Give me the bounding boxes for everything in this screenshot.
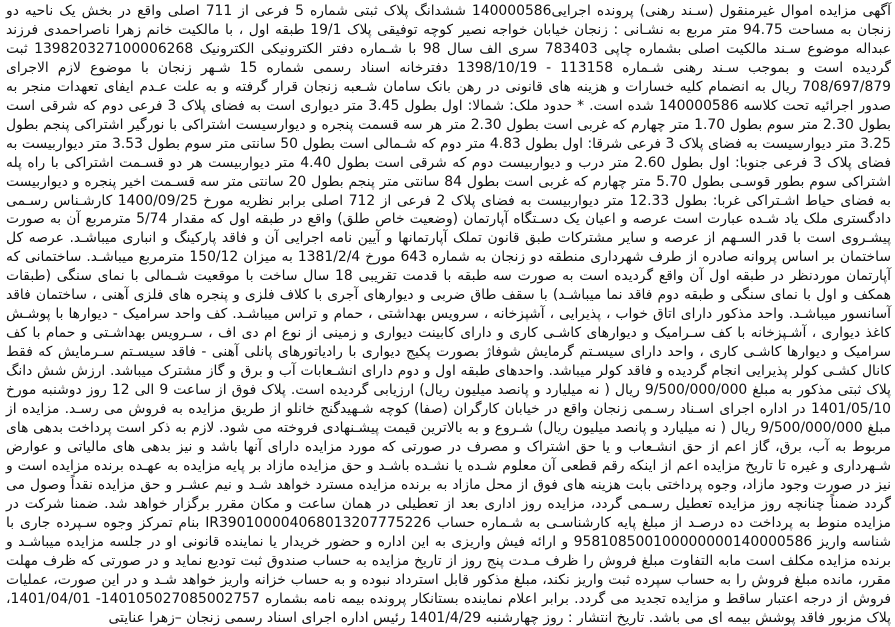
auction-notice-text: آگهی مزایده اموال غیرمنقول (سـند رهنی) پرونده اجرایی140000586 ششدانگ پلاک ثبتی شماره 5 فرعی از 711 اصلی واقع در بخش یک ناحیه دو زنجان به مساحت 94.75 متر مربع به نشـانی : زنجان خیابان خواجه نصیر کوچه توفیقی پلاک 19/1 طبقه اول ، با مالکیت خانم زهرا ناصراحمدی فرزند عبداله موضوع سـند مالکیت اصلی بشماره چاپی 783403 سری الف سال 98 با شـماره دفتر الکترونیکی الکترونیک 139820327100006268 ثبت گردیده است و بموجب سـند رهنی شـماره 113158 - 1398/10/19 دفترخانه اسناد رسمی شماره 15 شـهر زنجان با موضوع لازم الاجرای 708/697/879 ریال به انضمام کلیه خسارات و هزینه های قانونی در رهن بانک سامان شـعبه زنجان قرار گرفته و به علت عـدم ایفای تعهدات منجر به صدور اجرائیه تحت کلاسه 140000586 شده است. * حدود ملک: شمالا: اول بطول 3.45 متر دیواری است به فضای پلاک 3 فرعی دوم که شرقی است بطول 2.30 متر سوم بطول 1.70 متر چهارم که غربی است بطول 2.30 متر هر سه قسمت پنجره و دیوارسیست اشتراکی با نورگیر اشتراکی پنجم بطول 3.25 متر دیوارسیست به فضای پلاک 3 فرعی شرقا: اول بطول 4.83 متر دوم که شـمالی است بطول 50 سانتی متر سوم بطول 3.53 متر دیواربیست به فضای پلاک 3 فرعی جنوبا: اول بطول 2.60 متر درب و دیواربیست دوم که شرقی است بطول 4.40 متر دیواربیست هر دو قسـمت اشتراکی با راه پله اشتراکی سوم بطور قوسـی بطول 5.70 متر چهارم که غربی است بطول 84 سانتی متر پنجم بطول 20 سانتی متر سه قسـمت اخیر پنجره و دیواربیست به فضای حیاط اشـتراکی غربا: بطول 12.33 متر دیواربیست به فضای پلاک 2 فرعی از 712 اصلی برابر نظریه مورخ 1400/09/25 کارشـناس رسـمی دادگستری ملک یاد شـده عبارت است عرصه و اعیان یک دسـتگاه آپارتمان (وضعیت خاص طلق) واقع در طبقه اول که مقدار 5/74 مترمربع آن به صورت پیشـروی است با قدر السـهم از عرصه و سایر مشترکات طبق قانون تملک آپارتمانها و آیین نامه اجرایی آن و فاقد پارکینگ و انباری میباشـد. عرصه کل ساختمان بر اساس پروانه صادره از طرف شهرداری منطقه دو زنجان به شماره 643 مورخ 1381/2/4 به میزان 150/12 مترمربع میباشـد. ساختمانی که آپارتمان موردنظر در طبقه اول آن واقع گردیده است به صورت سه طبقه با قدمت تقریبی 18 سال ساخت با موقعیت شـمالی با نمای سنگی (طبقات همکف و اول با نمای سنگی و طبقه دوم فاقد نما میباشـد) با سقف طاق ضربی و دیوارهای آجری با کلاف فلزی و پنجره های فلزی آهنی ، ساختمان فاقد آسانسور میباشـد. واحد مذکور دارای اتاق خواب ، پذیرایی ، آشپزخانه ، سرویس بهداشتی ، حمام و تراس میباشـد. کف واحد سرامیک - دیوارها با پوشـش کاغذ دیواری ، آشـپزخانه با کف سـرامیک و دیوارهای کاشـی کاری و دارای کابینت دیواری و زمینی از نوع ام دی اف ، سـرویس بهداشـتی و حمام با کف سرامیک و دیوارها کاشـی کاری ، واحد دارای سیسـتم گرمایش شوفاژ بصورت پکیج دیواری با رادیاتورهای پانلی آهنی - فاقد سیسـتم سـرمایش که فقط کانال کشـی کولر پذیرایی انجام گردیده و فاقد کولر میباشد. واحدهای طبقه اول و دوم دارای انشـعابات آب و برق و گاز مشترک میباشد. ارزش شش دانگ پلاک ثبتی مذکور به مبلغ 9/500/000/000 ریال ( نه میلیارد و پانصد میلیون ریال) ارزیابی گردیده است. پلاک فوق از ساعت 9 الی 12 روز دوشنبه مورخ 1401/05/10 در اداره اجرای اسـناد رسـمی زنجان واقع در خیابان کارگران (صفا) کوچه شـهیدگنج خانلو از طریق مزایده به فروش می رسـد. مزایده از مبلغ 9/500/000/000 ریال ( نه میلیارد و پانصد میلیون ریال) شـروع و به بالاترین قیمت پیشـنهادی فروخته می شود. لازم به ذکر است پرداخت بدهی های مربوط به آب، برق، گاز اعم از حق انشـعاب و یا حق اشتراک و مصرف در صورتی که مورد مزایده دارای آنها باشد و نیز بدهی های مالیاتی و عوارض شـهرداری و غیره تا تاریخ مزایده اعم از اینکه رقم قطعی آن معلوم شـده یا نشـده باشـد و حق مزایده مازاد بر پایه مزایده به عهـده برنده مزایده است و نیز در صورت وجود مازاد، وجوه پرداختی بابت هزینه های فوق از محل مازاد به برنده مزایده مسترد خواهد شـد و نیم عشـر و حق مزایده نقداً وصول می گردد ضمناً چنانچه روز مزایده تعطیل رسـمی گردد، مزایده روز اداری بعد از تعطیلی در همان ساعت و مکان مقرر برگزار خواهد شد. ضمنا شرکت در مزایده منوط به پرداخت ده درصـد از مبلغ پایه کارشناسـی به شـماره حساب IR390100004068013207775226 بنام تمرکز وجوه سـپرده جاری با شناسه واریز 958108500100000000140000586 و ارائه فیش واریزی به این اداره و حضور خریدار یا نماینده قانونی او در جلسه مزایده میباشـد و برنده مزایده مکلف است مابه التفاوت مبلغ فروش را ظرف مـدت پنج روز از تاریخ مزایده به حساب صندوق ثبت تودیع نماید و در صورتی که ظرف مهلت مقرر، مانده مبلغ فروش را به حساب سپرده ثبت واریز نکند، مبلغ مذکور قابل استرداد نبوده و به حساب خزانه واریز خواهد شـد و در این صورت، عملیات فروش از درجه اعتبار ساقط و مزایده تجدید می گردد. برابر اعلام نماینده بستانکار پرونده بیمه نامه بشماره 140105027085002757- 1401/04/01، پلاک مزبور فاقد پوشش بیمه ای می باشد. تاریخ انتشار : روز چهارشنبه 1401/4/29 رئیس اداره اجرای اسناد رسمی زنجان –زهرا عنایتی xyxy=(6,3,892,626)
